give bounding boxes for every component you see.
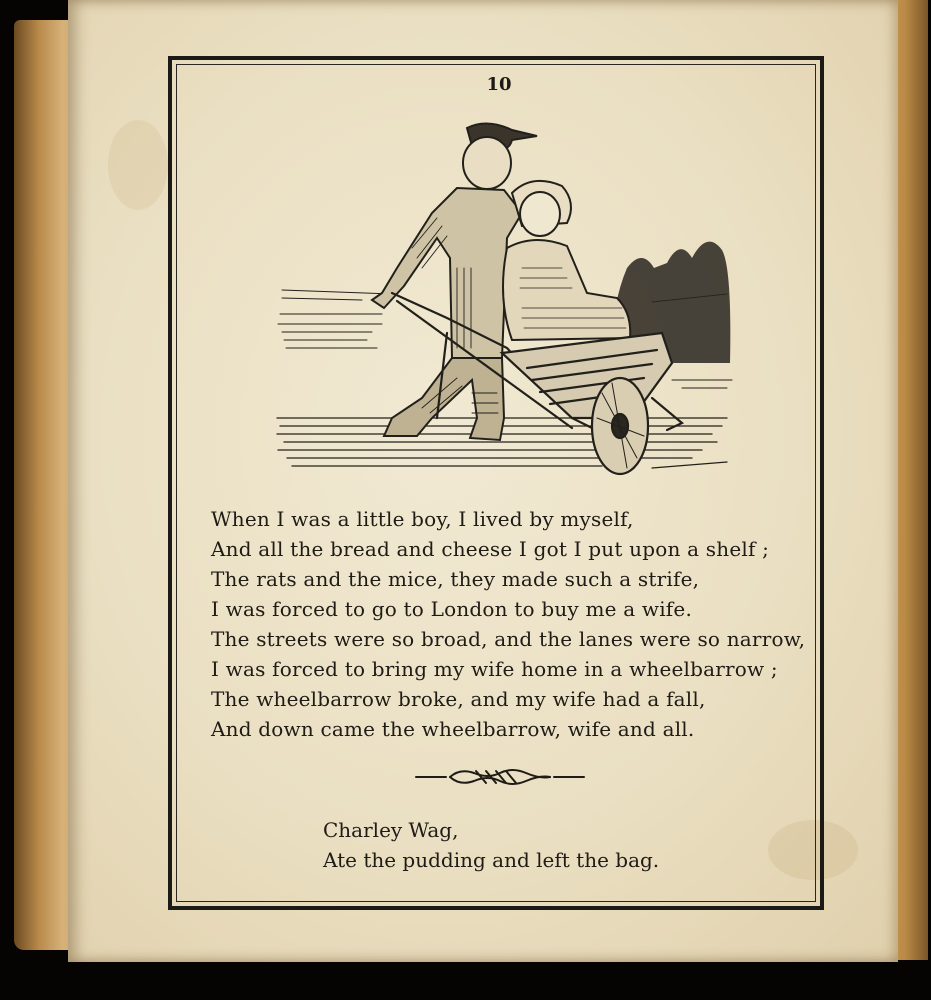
poem-line: The streets were so broad, and the lanes were so narrow,: [211, 627, 806, 651]
poem-line: I was forced to bring my wife home in a wheelbarrow ;: [211, 657, 778, 681]
poem-line: And down came the wheelbarrow, wife and all.: [211, 717, 695, 741]
poem-line: And all the bread and cheese I got I put upon a shelf ;: [211, 537, 770, 561]
rhyme-line: Charley Wag,: [323, 818, 459, 842]
poem-line: I was forced to go to London to buy me a wife.: [211, 597, 693, 621]
poem-line: When I was a little boy, I lived by myself,: [211, 507, 634, 531]
rhyme-line: Ate the pudding and left the bag.: [323, 848, 660, 872]
poem-line: The rats and the mice, they made such a strife,: [211, 567, 700, 591]
woodcut-illustration: [272, 118, 734, 480]
poem-line: The wheelbarrow broke, and my wife had a fall,: [211, 687, 706, 711]
page-number: 10: [486, 74, 512, 95]
poem-text: [211, 504, 821, 744]
paper-stain: [108, 120, 168, 210]
second-rhyme: [323, 815, 743, 875]
decorative-divider-ornament: [414, 764, 586, 790]
woman-figure: [503, 181, 630, 340]
